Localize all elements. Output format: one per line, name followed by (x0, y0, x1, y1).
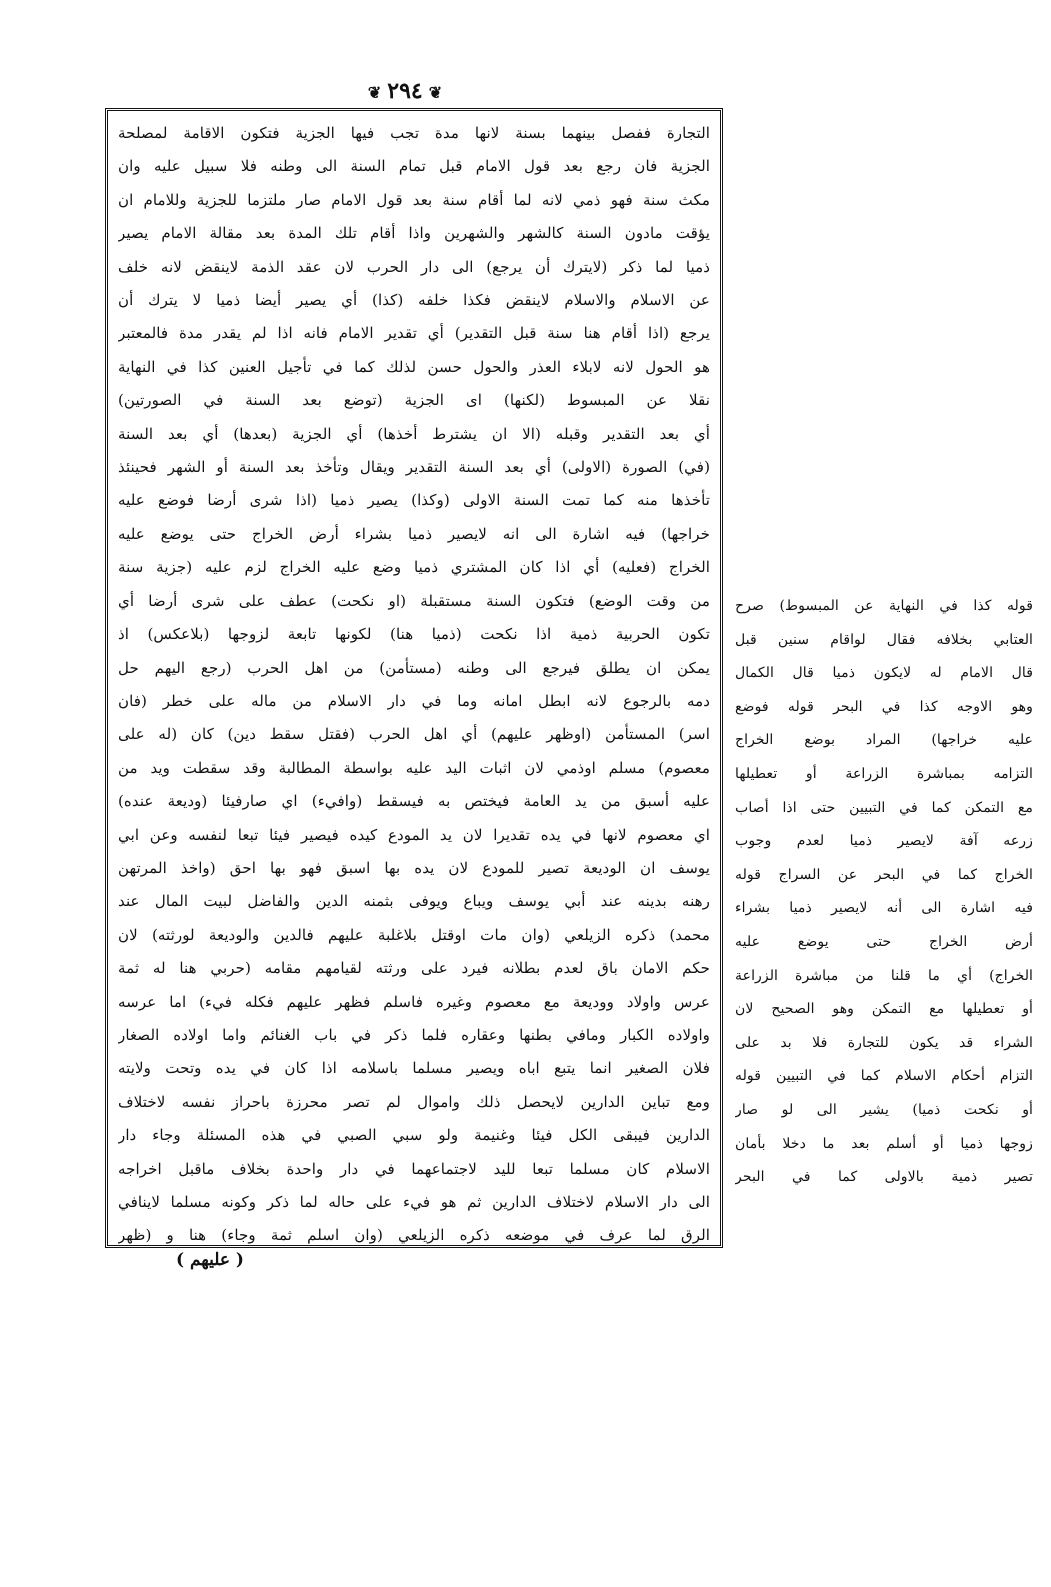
main-text-line: ومع تباين الدارين لايحصل ذلك واموال لم تصر محرزة باحراز نفسه لاختلاف (118, 1092, 710, 1111)
main-text-line: يوسف ان الوديعة تصير للمودع لان يده بها اسبق فهو بها احق (واخذ المرتهن (118, 858, 710, 877)
main-text-line: معصوم) مسلم اوذمي لان اثبات اليد عليه بواسطة المطالبة وقد سقطت ويد من (118, 758, 710, 777)
margin-note-line: وهو الاوجه كذا في البحر قوله فوضع (735, 698, 1033, 715)
main-text-line: عن الاسلام والاسلام لاينقض فكذا خلفه (كذا) أي يصير أيضا ذميا لا يترك أن (118, 291, 710, 310)
main-text-frame (105, 108, 723, 1248)
margin-note-line: فيه اشارة الى أنه لايصير ذميا بشراء (735, 900, 1033, 917)
main-text-line: تأخذها منه كما تمت السنة الاولى (وكذا) يصير ذميا (اذا شرى أرضا فوضع عليه (118, 491, 710, 510)
main-text-line: دمه بالرجوع لانه ابطل امانه وما في دار الاسلام من ماله على خطر (فان (118, 691, 710, 710)
margin-note-line: الشراء قد يكون للتجارة فلا بد على (735, 1034, 1033, 1051)
margin-note-line: زرعه آفة لايصير ذميا لعدم وجوب (735, 833, 1033, 850)
main-text-body (118, 117, 710, 1253)
margin-note-line: أو تعطيلها مع التمكن وهو الصحيح لان (735, 1001, 1033, 1018)
margin-note-line: تصير ذمية بالاولى كما في البحر (735, 1169, 1033, 1186)
main-text-line: من وقت الوضع) فتكون السنة مستقبلة (او نكحت) عطف على شرى أرضا أي (118, 591, 710, 610)
margin-note-line: قوله كذا في النهاية عن المبسوط) صرح (735, 598, 1033, 614)
main-text-line: يمكن ان يطلق فيرجع الى وطنه (مستأمن) من اهل الحرب (رجع اليهم حل (118, 658, 710, 677)
main-text-line: اسر) المستأمن (اوظهر عليهم) أي اهل الحرب (فقتل سقط دين) كان (له على (118, 725, 710, 744)
catchword: ( عليهم ) (176, 1250, 244, 1270)
margin-note-line: أو نكحت ذميا) يشير الى لو صار (735, 1101, 1033, 1118)
main-text-line: هو الحول لانه لابلاء العذر والحول حسن لذلك كما في تأجيل العنين كذا في النهاية (118, 357, 710, 376)
margin-note-line: العتابي بخلافه فقال لواقام سنين قبل (735, 631, 1033, 648)
main-text-line: خراجها) فيه اشارة الى انه لايصير ذميا بشراء أرض الخراج حتى يوضع عليه (118, 524, 710, 543)
main-text-line: الاسلام كان مسلما تبعا لليد لاجتماعهما في دار واحدة بخلاف ماقبل اخراجه (118, 1159, 710, 1178)
main-text-line: الدارين فيبقى الكل فيئا وغنيمة ولو سبي الصبي في هذه المسئلة وجاء دار (118, 1126, 710, 1145)
main-text-line: واولاده الكبار ومافي بطنها وعقاره فلما ذكر في باب الغنائم واما اولاده الصغار (118, 1025, 710, 1044)
margin-note-line: قال الامام له لايكون ذميا قال الكمال (735, 665, 1033, 682)
ornament-right-icon: ❦ (428, 83, 443, 102)
main-text-line: عليه أسبق من يد العامة فيختص به فيسقط (وافيء) اي صارفيئا (وديعة عنده) (118, 792, 710, 811)
margin-note-line: الخراج كما في البحر عن السراج قوله (735, 866, 1033, 883)
main-text-line: تكون الحربية ذمية اذا نكحت (ذميا هنا) لكونها تابعة لزوجها (بلاعكس) اذ (118, 625, 710, 644)
main-text-line: أي بعد التقدير وقبله (الا ان يشترط أخذها) أي الجزية (بعدها) أي بعد السنة (118, 424, 710, 443)
main-text-line: اي معصوم لانها في يده تقديرا لان يد المودع كيده فيصير فيئا تبعا لنفسه وعن ابي (118, 825, 710, 844)
main-text-line: التجارة ففصل بينهما بسنة لانها مدة تجب فيها الجزية فتكون الاقامة لمصلحة (118, 124, 710, 142)
ornament-left-icon: ❦ (367, 83, 382, 102)
main-text-line: الجزية فان رجع بعد قول الامام قبل تمام السنة الى وطنه فلا سبيل عليه وان (118, 157, 710, 176)
margin-note-line: زوجها ذميا أو أسلم بعد ما دخلا بأمان (735, 1135, 1033, 1152)
main-text-line: حكم الامان باق لعدم بطلانه فيرد على ورثته لقيامهم مقامه (حربي هنا له ثمة (118, 959, 710, 978)
main-text-line: فلان الصغير انما يتبع اباه ويصير مسلما باسلامه اذا كان في يده وتحت ولايته (118, 1059, 710, 1078)
page-number-value: ٢٩٤ (387, 78, 423, 104)
main-text-line: نقلا عن المبسوط (لكنها) اى الجزية (توضع بعد السنة في الصورتين) (118, 391, 710, 410)
main-text-line: يؤقت مادون السنة كالشهر والشهرين واذا أقام تلك المدة بعد مقالة الامام يصير (118, 224, 710, 243)
main-text-line: عرس واولاد ووديعة مع معصوم وغيره فاسلم فظهر عليهم فكله فيء) اما عرسه (118, 992, 710, 1011)
margin-note-line: التزامه بمباشرة الزراعة أو تعطيلها (735, 765, 1033, 782)
margin-commentary (735, 590, 1033, 1195)
margin-note-line: مع التمكن كما في التبيين حتى اذا أصاب (735, 799, 1033, 816)
margin-note-line: الخراج) أي ما قلنا من مباشرة الزراعة (735, 967, 1033, 984)
margin-note-line: أرض الخراج حتى يوضع عليه (735, 933, 1033, 950)
margin-note-line: عليه خراجها) المراد بوضع الخراج (735, 732, 1033, 749)
main-text-line: محمد) ذكره الزيلعي (وان مات اوقتل بلاغلبة عليهم فالدين والوديعة لورثته) لان (118, 925, 710, 944)
page-number (340, 78, 470, 104)
main-text-line: الخراج (فعليه) أي اذا كان المشتري ذميا وضع عليه الخراج لزم عليه (جزية سنة (118, 558, 710, 577)
main-text-line: ذميا لما ذكر (لايترك أن يرجع) الى دار الحرب لان عقد الذمة لاينقض لانه خلف (118, 257, 710, 276)
main-text-line: الى دار الاسلام لاختلاف الدارين ثم هو فيء على حاله لما ذكر وكونه مسلما لاينافي (118, 1193, 710, 1211)
margin-note-line: التزام أحكام الاسلام كما في التبيين قوله (735, 1068, 1033, 1085)
main-text-line: (في) الصورة (الاولى) أي بعد السنة التقدير ويقال وتأخذ بعد السنة أو الشهر فحينئذ (118, 458, 710, 477)
main-text-line: الرق لما عرف في موضعه ذكره الزيلعي (وان اسلم ثمة وجاء) هنا و (ظهر (118, 1226, 710, 1245)
main-text-line: يرجع (اذا أقام هنا سنة قبل التقدير) أي تقدير الامام فانه اذا لم يقدر مدة فالمعتبر (118, 324, 710, 343)
main-text-line: مكث سنة فهو ذمي لانه لما أقام سنة بعد قول الامام صار ملتزما للجزية وللامام ان (118, 190, 710, 209)
main-text-line: رهنه بدينه عند أبي يوسف ويباع ويوفى بثمنه الدين والفاضل لبيت المال عند (118, 892, 710, 911)
